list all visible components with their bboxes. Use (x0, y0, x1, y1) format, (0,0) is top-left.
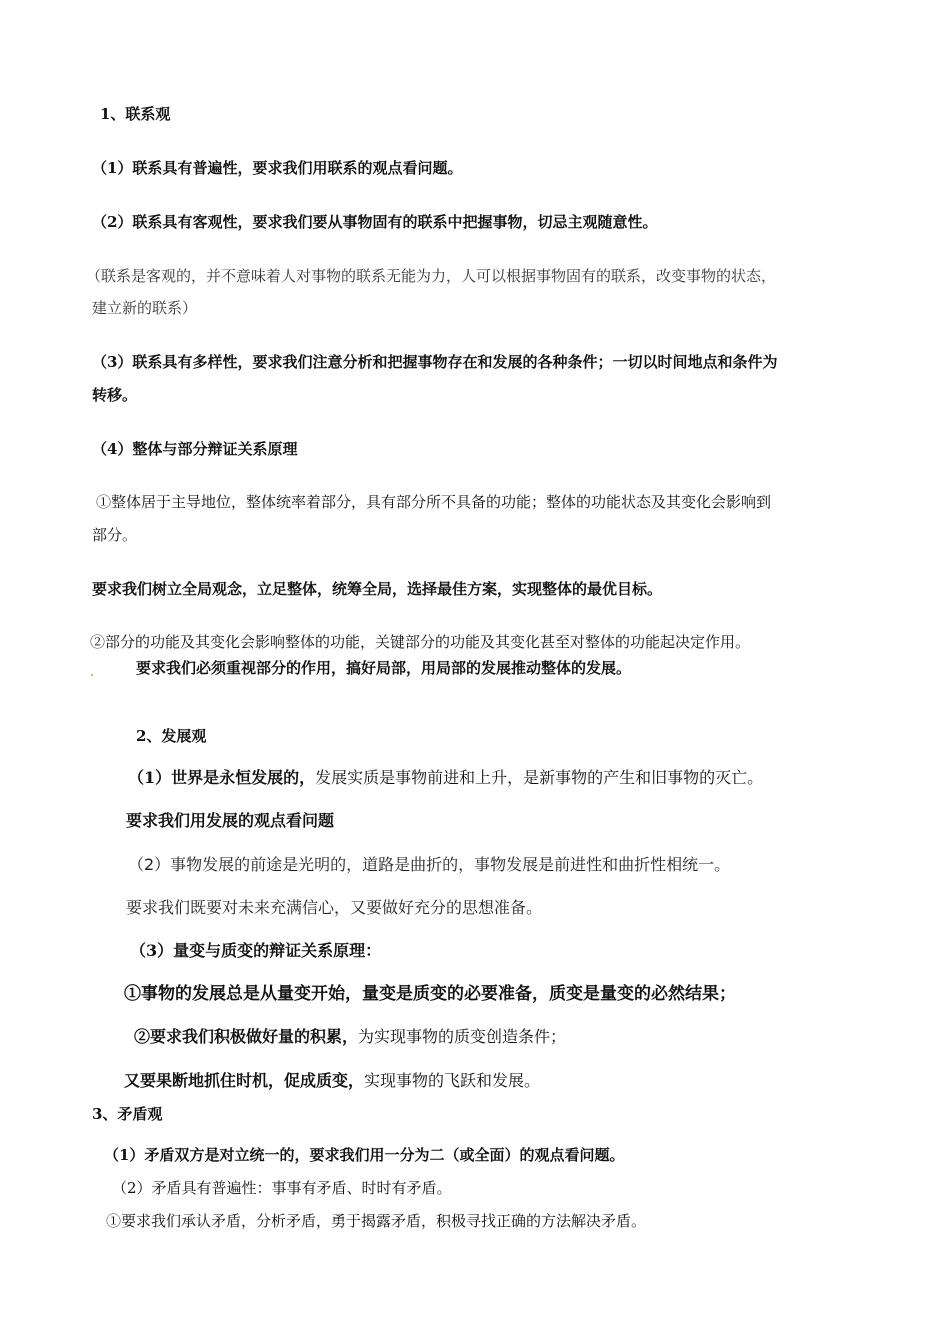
paragraph-whole-dominance-line1: ①整体居于主导地位，整体统率着部分，具有部分所不具备的功能；整体的功能状态及其变化会影响到 (96, 493, 772, 511)
paragraph-connection-universality: （1）联系具有普遍性，要求我们用联系的观点看问题。 (92, 159, 463, 177)
seize-opportunity-rest: 实现事物的飞跃和发展。 (364, 1071, 541, 1090)
world-development-rest: 发展实质是事物前进和上升，是新事物的产生和旧事物的灭亡。 (315, 768, 764, 787)
paragraph-quantity-quality-principle: （3）量变与质变的辩证关系原理： (130, 941, 382, 960)
paragraph-contradiction-unity: （1）矛盾双方是对立统一的，要求我们用一分为二（或全面）的观点看问题。 (104, 1146, 625, 1164)
paragraph-world-development (128, 768, 763, 788)
paragraph-development-requirement: 要求我们用发展的观点看问题 (126, 811, 335, 830)
heading-contradiction-view: 3、矛盾观 (92, 1105, 163, 1123)
paragraph-connection-objectivity: （2）联系具有客观性，要求我们要从事物固有的联系中把握事物，切忌主观随意性。 (92, 213, 658, 231)
seize-opportunity-bold: 又要果断地抓住时机，促成质变， (124, 1071, 365, 1090)
note-connection-line2: 建立新的联系） (92, 299, 198, 317)
paragraph-seize-opportunity (124, 1071, 540, 1091)
paragraph-quantity-quality-start: ①事物的发展总是从量变开始，量变是质变的必要准备，质变是量变的必然结果； (124, 984, 736, 1004)
world-development-bold: （1）世界是永恒发展的， (128, 768, 316, 787)
paragraph-contradiction-universality: （2）矛盾具有普遍性：事事有矛盾、时时有矛盾。 (112, 1179, 452, 1197)
paragraph-whole-part-principle: （4）整体与部分辩证关系原理 (92, 440, 298, 458)
paragraph-connection-diversity-line1: （3）联系具有多样性，要求我们注意分析和把握事物存在和发展的各种条件；一切以时间地点和条件为 (92, 353, 778, 371)
accumulation-bold: ②要求我们积极做好量的积累， (134, 1027, 359, 1046)
paragraph-part-function: ②部分的功能及其变化会影响整体的功能，关键部分的功能及其变化甚至对整体的功能起决定作用。 (90, 633, 751, 651)
paragraph-accumulation (134, 1027, 566, 1047)
paragraph-connection-diversity-line2: 转移。 (92, 386, 138, 404)
heading-connection-view: 1、联系观 (100, 105, 171, 123)
paragraph-whole-dominance-line2: 部分。 (92, 526, 138, 544)
accumulation-rest: 为实现事物的质变创造条件； (358, 1027, 567, 1046)
paragraph-contradiction-requirement: ①要求我们承认矛盾，分析矛盾，勇于揭露矛盾，积极寻找正确的方法解决矛盾。 (106, 1212, 647, 1230)
heading-development-view: 2、发展观 (136, 727, 207, 745)
paragraph-development-prospect: （2）事物发展的前途是光明的，道路是曲折的，事物发展是前进性和曲折性相统一。 (128, 855, 731, 874)
stray-mark (91, 674, 93, 676)
paragraph-development-confidence: 要求我们既要对未来充满信心，又要做好充分的思想准备。 (126, 898, 543, 917)
paragraph-whole-requirement: 要求我们树立全局观念，立足整体，统筹全局，选择最佳方案，实现整体的最优目标。 (92, 580, 663, 598)
paragraph-part-requirement: 要求我们必须重视部分的作用，搞好局部，用局部的发展推动整体的发展。 (136, 659, 632, 677)
note-connection-line1: （联系是客观的，并不意味着人对事物的联系无能为力，人可以根据事物固有的联系，改变事物的状态， (86, 267, 777, 285)
